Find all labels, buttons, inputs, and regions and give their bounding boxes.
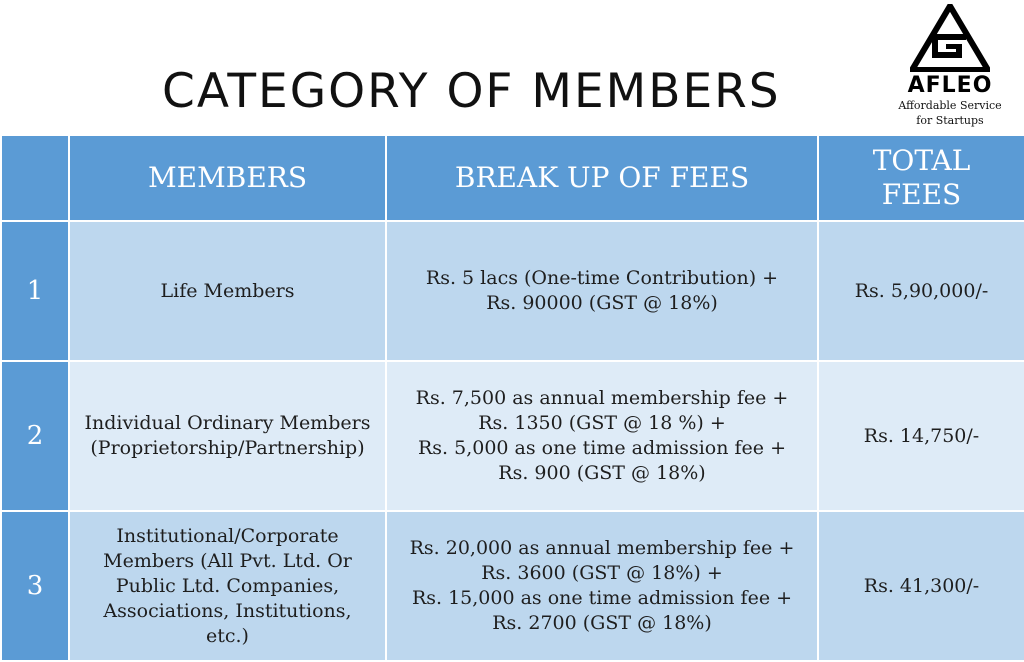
table-row — [1, 361, 1024, 511]
table-row — [1, 221, 1024, 361]
member-category: Institutional/Corporate Members (All Pvt. Ltd. Or Public Ltd. Companies, Associations, Institutions, etc.) — [69, 511, 386, 661]
logo-tagline-line-2: for Startups — [916, 114, 984, 127]
fee-breakup-line: Rs. 15,000 as one time admission fee + — [411, 587, 793, 609]
row-number: 2 — [1, 361, 69, 511]
total-fee: Rs. 14,750/- — [818, 361, 1024, 511]
total-fee: Rs. 41,300/- — [818, 511, 1024, 661]
fee-breakup — [386, 221, 818, 361]
member-category: Life Members — [69, 221, 386, 361]
afleo-logo-mark-icon — [910, 4, 990, 72]
member-category: Individual Ordinary Members (Proprietorship/Partnership) — [69, 361, 386, 511]
fee-breakup — [386, 511, 818, 661]
logo-tagline-line-1: Affordable Service — [898, 99, 1002, 112]
fee-breakup — [386, 361, 818, 511]
fee-breakup-line: Rs. 5,000 as one time admission fee + — [417, 437, 786, 459]
row-number: 1 — [1, 221, 69, 361]
fee-breakup-line: Rs. 20,000 as annual membership fee + — [409, 537, 795, 559]
afleo-logo — [880, 4, 1020, 128]
page-title: CATEGORY OF MEMBERS — [162, 64, 781, 119]
table-header-row — [1, 135, 1024, 221]
fee-breakup-line: Rs. 90000 (GST @ 18%) — [486, 292, 718, 314]
fee-breakup-line: Rs. 7,500 as annual membership fee + — [415, 387, 789, 409]
row-number: 3 — [1, 511, 69, 661]
header-breakup: BREAK UP OF FEES — [386, 135, 818, 221]
fee-breakup-line: Rs. 2700 (GST @ 18%) — [492, 612, 712, 634]
logo-name: AFLEO — [907, 73, 993, 98]
header-total-line-1: TOTAL — [872, 144, 971, 177]
table-row — [1, 511, 1024, 661]
header-total-line-2: FEES — [881, 178, 962, 211]
header-num — [1, 135, 69, 221]
header-members: MEMBERS — [69, 135, 386, 221]
fee-breakup-line: Rs. 900 (GST @ 18%) — [498, 462, 706, 484]
fee-breakup-line: Rs. 3600 (GST @ 18%) + — [481, 562, 723, 584]
fee-breakup-line: Rs. 5 lacs (One-time Contribution) + — [425, 267, 779, 289]
logo-tagline — [880, 98, 1020, 128]
header-total — [818, 135, 1024, 221]
total-fee: Rs. 5,90,000/- — [818, 221, 1024, 361]
members-table — [0, 134, 1024, 662]
fee-breakup-line: Rs. 1350 (GST @ 18 %) + — [478, 412, 726, 434]
